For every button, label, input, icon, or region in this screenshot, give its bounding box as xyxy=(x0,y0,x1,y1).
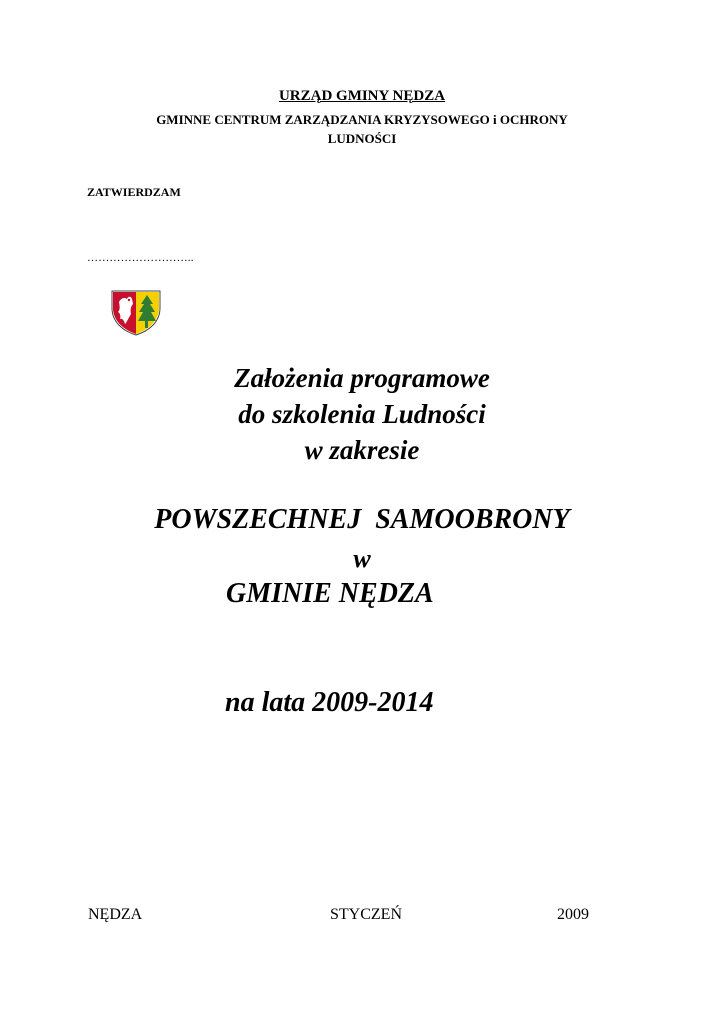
subject-line3: GMINIE NĘDZA xyxy=(226,578,434,609)
office-name: URZĄD GMINY NĘDZA xyxy=(278,88,446,104)
approval-label: ZATWIERDZAM xyxy=(87,185,181,199)
signature-line: ……………………….. xyxy=(87,252,194,264)
center-name xyxy=(80,110,644,148)
title-line2: do szkolenia Ludności xyxy=(238,399,486,429)
footer-place: NĘDZA xyxy=(88,906,143,923)
footer-year: 2009 xyxy=(557,906,589,923)
period-years: na lata 2009-2014 xyxy=(225,687,434,718)
center-name-line2: LUDNOŚCI xyxy=(327,131,397,146)
center-name-line1: GMINNE CENTRUM ZARZĄDZANIA KRYZYSOWEGO i OCHRONY xyxy=(156,112,568,127)
subject-line1: POWSZECHNEJ SAMOOBRONY xyxy=(154,504,570,535)
title-line3: w zakresie xyxy=(304,435,420,465)
title-line1: Założenia programowe xyxy=(234,363,490,393)
coat-of-arms-icon xyxy=(109,286,163,336)
footer-month: STYCZEŃ xyxy=(330,906,402,923)
program-title xyxy=(0,360,724,468)
subject-line2: w xyxy=(353,544,371,573)
